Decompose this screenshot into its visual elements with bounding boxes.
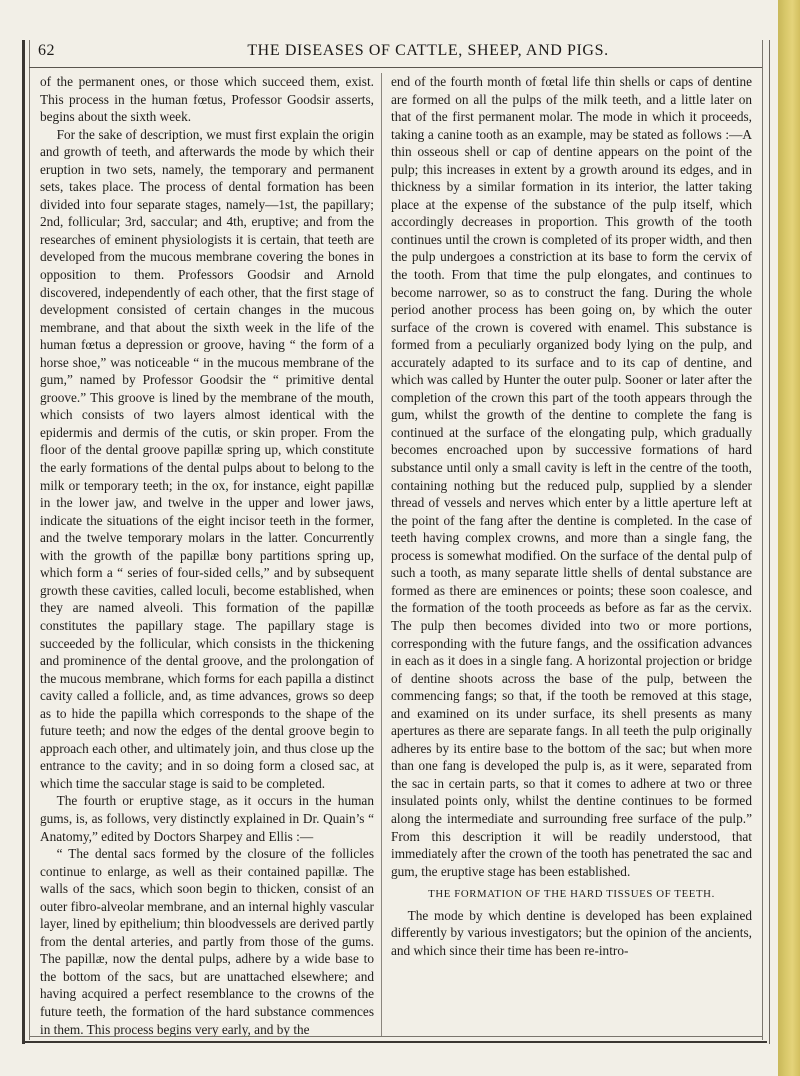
paragraph: “ The dental sacs formed by the closure of the follicles continue to enlarge, as well as their contained papillæ. The walls of the sacs, which soon begin to thicken, consist of an outer fibro-alveolar membrane, and an internal highly vascular layer, lined by epithelium; thin bloodvessels are derived partly from the dental arteries, and partly from those of the gums. The papillæ, now the dental pulps, adhere by a wide base to the bottom of the sacs, but are unattached elsewhere; and having acquired a perfect resemblance to the crowns of the future teeth, the formation of the hard substance commences in them. This process begins very early, and by the <box>40 846 374 1037</box>
page-edge <box>778 0 800 1076</box>
paragraph: For the sake of description, we must first explain the origin and growth of teeth, and afterwards the mode by which their eruption in two sets, namely, the temporary and permanent sets, takes place. The process of dental formation has been divided into four separate stages, namely—1st, the papillary; 2nd, follicular; 3rd, saccular; and 4th, eruptive; and from the researches of eminent physiologists it is certain, that teeth are developed from the mucous membrane covering the bones in opposition to them. Professors Goodsir and Arnold discovered, independently of each other, that the first stage of development consisted of certain changes in the mucous membrane, and that about the sixth week in the life of the human fœtus a depression or groove, having “ the form of a horse shoe,” was noticeable “ in the mucous membrane of the gum,” named by Professor Goodsir the “ primitive dental groove.” This groove is lined by the membrane of the mouth, which consists of two layers almost identical with the epidermis and dermis of the cutis, or skin proper. From the floor of the dental groove papillæ spring up, which constitute the early formations of the dental pulps about to belong to the milk or temporary teeth; in the ox, for instance, eight papillæ in the lower jaw, and twelve in the upper and lower jaws, indicate the situations of the eight incisor teeth in the former, and the twelve temporary molars in the latter. Concurrently with the growth of the papillæ bony partitions spring up, which form a “ series of four-sided cells,” and by subsequent growth these cavities, called loculi, become established, when they are named alveoli. This formation of the papillæ constitutes the papillary stage. The papillary stage is succeeded by the follicular, which consists in the thickening and prominence of the dental groove, and the prolongation of the mucous membrane, which forms for each papilla a distinct cavity called a follicle, and, as time advances, grows so deep as to hide the papilla which corresponds to the shape of the future teeth; and now the edges of the dental groove begin to approach each other, and ultimately join, and thus close up the entrance to the cavity; and in so doing form a closed sac, at which time the saccular stage is said to be completed. <box>40 126 374 791</box>
section-heading: THE FORMATION OF THE HARD TISSUES OF TEETH. <box>428 888 715 901</box>
running-title: THE DISEASES OF CATTLE, SHEEP, AND PIGS. <box>247 42 609 59</box>
footer-rule-inner <box>29 1036 762 1037</box>
footer-rule <box>22 1041 767 1043</box>
paragraph: of the permanent ones, or those which succeed them, exist. This process in the human fœtus, Professor Goodsir asserts, begins about the sixth week. <box>40 74 374 125</box>
header-rule <box>29 67 762 68</box>
page-number: 62 <box>38 42 55 59</box>
left-column <box>40 73 374 1038</box>
page-header <box>38 42 758 68</box>
right-column <box>391 73 752 959</box>
paragraph: The mode by which dentine is developed has been explained differently by various investigators; but the opinion of the ancients, and which since their time has been re-intro- <box>391 907 752 958</box>
paragraph: end of the fourth month of fœtal life thin shells or caps of dentine are formed on all the pulps of the milk teeth, and a little later on that of the first permanent molar. The mode in which it proceeds, taking a canine tooth as an example, may be stated as follows :—A thin osseous shell or cap of dentine appears on the point of the pulp; this increases in extent by a growth around its edges, and in thickness by a similar formation in its interior, the latter taking place at the expense of the substance of the pulp itself, which accordingly decreases in proportion. This growth of the tooth continues until the crown is completed of its proper width, and then the pulp undergoes a constriction at its base to form the cervix of the tooth. From that time the pulp elongates, and continues to become narrower, so as to construct the fang. During the whole period another process has been going on, by which the outer surface of the crown is covered with enamel. This substance is formed from a peculiarly organized body lying on the pulp, and accurately adapted to its surface and to its cap of dentine, and which was called by Hunter the outer pulp. Sooner or later after the completion of the crown this part of the tooth appears through the gum, whilst the growth of the dentine to complete the fang is continued at the surface of the elongating pulp, which gradually becomes encroached upon by successive formations of hard substance until only a small cavity is left in the centre of the tooth, containing nothing but the reduced pulp, supplied by a slender thread of vessels and nerves which enter by a little aperture left at the point of the fang after the dentine is completed. In the case of teeth having complex crowns, and more than a single fang, the process is somewhat modified. On the surface of the dental pulp of such a tooth, as many separate little shells of dental substance are formed as there are eminences or points; these soon coalesce, and the formation of the tooth proceeds as before as far as the cervix. The pulp then becomes divided into two or more portions, corresponding with the future fangs, and the ossification advances in each as it does in a single fang. A horizontal projection or bridge of dentine shoots across the base of the pulp, between the commencing fangs; so that, if the tooth be removed at this stage, and examined on its under surface, its shell presents as many apertures as there are separate fangs. In all teeth the pulp originally adheres by its entire base to the bottom of the sac; but when more than one fang is developed the pulp is, as it were, separated from the sac in certain parts, so that it comes to adhere at two or three insulated points only, whilst the dentine continues to be formed along the intermediate and surrounding free surface of the pulp.” From this description it will be readily understood, that immediately after the crown of the tooth has penetrated the sac and gum, the eruptive stage has been established. <box>391 74 752 879</box>
paragraph: The fourth or eruptive stage, as it occurs in the human gums, is, as follows, very distinctly explained in Dr. Quain’s “ Anatomy,” edited by Doctors Sharpey and Ellis :— <box>40 793 374 844</box>
column-divider <box>381 73 382 1036</box>
